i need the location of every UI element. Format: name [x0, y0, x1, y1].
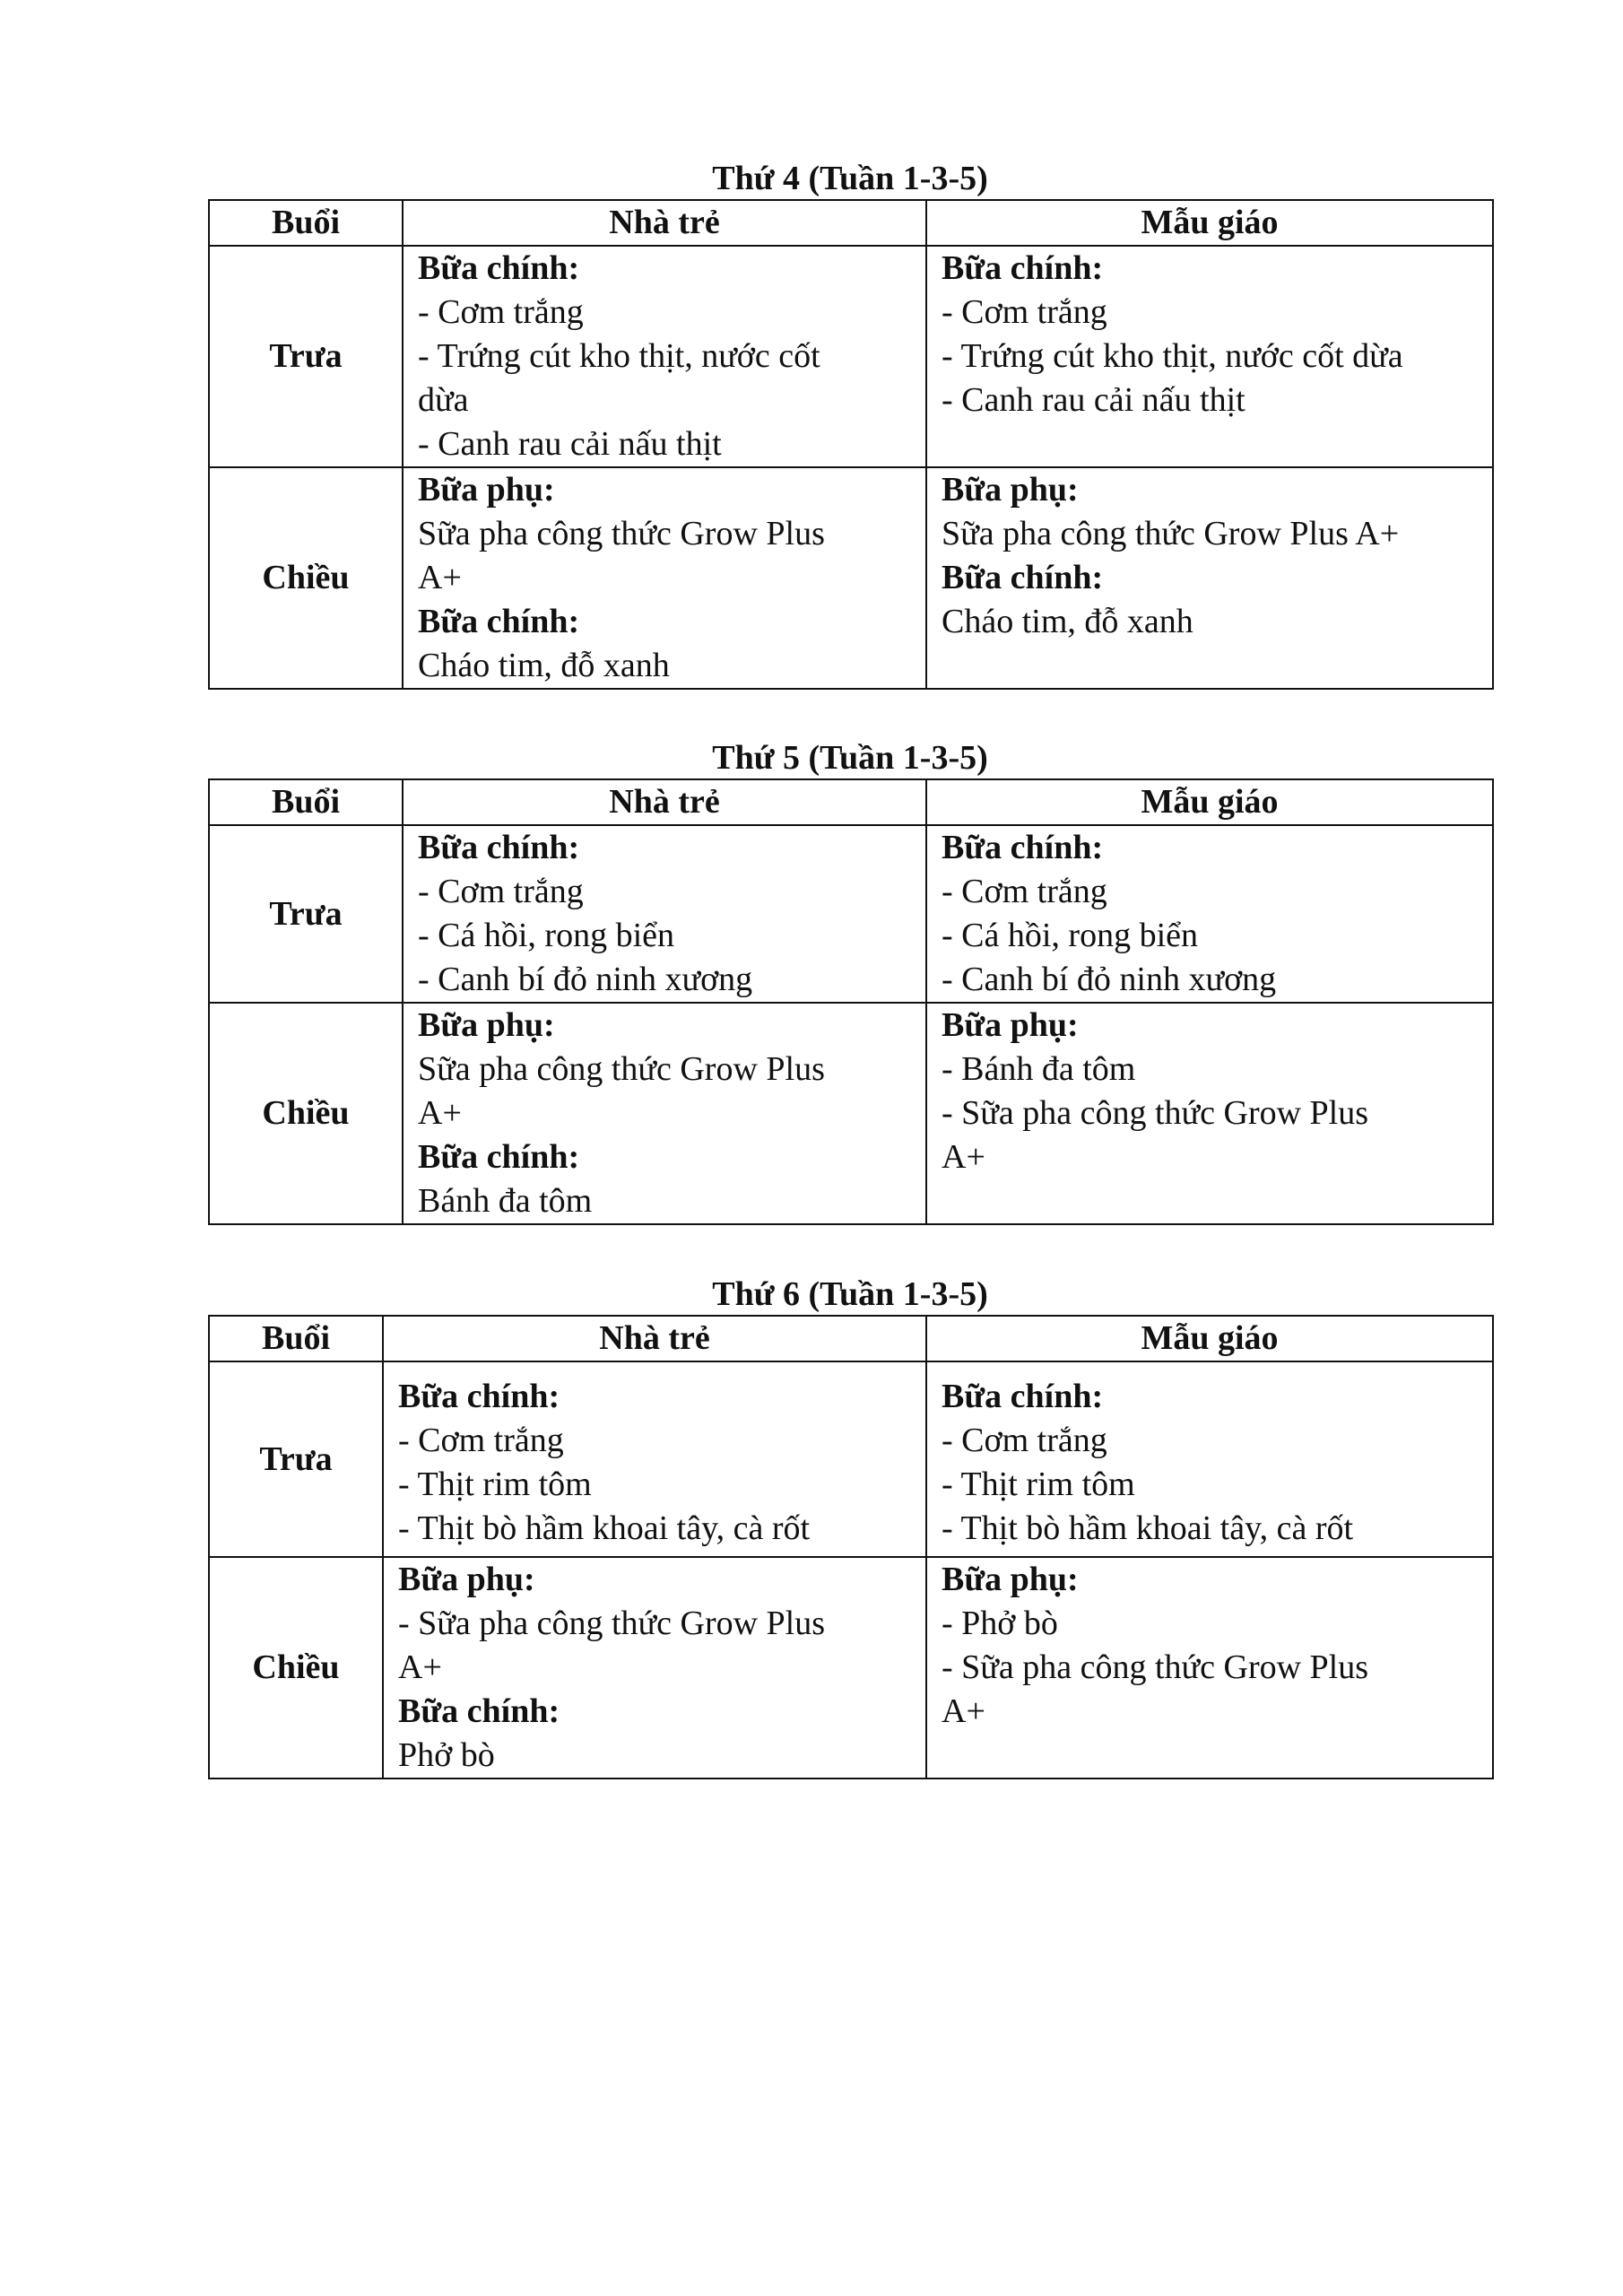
header-mau-giao: Mẫu giáo	[926, 779, 1493, 825]
header-mau-giao: Mẫu giáo	[926, 1316, 1493, 1361]
dish-item: - Thịt rim tôm	[398, 1465, 592, 1503]
table-row-chieu	[209, 1003, 1493, 1224]
dish-item: Bánh đa tôm	[418, 1182, 593, 1220]
dish-item: - Bánh đa tôm	[942, 1050, 1136, 1088]
dish-item: - Sữa pha công thức Grow Plus	[942, 1648, 1369, 1686]
meal-label: Bữa chính:	[418, 249, 580, 287]
meal-label: Bữa chính:	[398, 1692, 560, 1730]
meal-label: Bữa chính:	[418, 603, 580, 640]
table-title: Thứ 5 (Tuần 1-3-5)	[712, 739, 988, 777]
dish-item: - Canh bí đỏ ninh xương	[942, 961, 1277, 998]
meal-label: Bữa chính:	[942, 829, 1104, 866]
dish-item: Sữa pha công thức Grow Plus	[418, 1050, 825, 1088]
menu-block-thu-6	[208, 1274, 1492, 1779]
dish-item: - Thịt bò hầm khoai tây, cà rốt	[942, 1509, 1354, 1547]
mau-giao-cell	[926, 1003, 1493, 1224]
dish-item: A+	[418, 1094, 462, 1132]
table-header-row	[209, 1316, 1493, 1361]
session-label: Trưa	[209, 825, 403, 1003]
mau-giao-cell	[926, 825, 1493, 1003]
mau-giao-cell	[926, 1557, 1493, 1779]
dish-item: Cháo tim, đỗ xanh	[942, 603, 1193, 640]
session-label: Trưa	[209, 246, 403, 467]
session-label: Chiều	[209, 467, 403, 689]
table-row-chieu	[209, 467, 1493, 689]
dish-item: - Trứng cút kho thịt, nước cốt	[418, 337, 820, 375]
session-label: Chiều	[209, 1003, 403, 1224]
table-row-trua	[209, 825, 1493, 1003]
meal-label: Bữa chính:	[398, 1378, 560, 1415]
nha-tre-cell	[403, 1003, 926, 1224]
header-nha-tre: Nhà trẻ	[383, 1316, 926, 1361]
dish-item: - Cá hồi, rong biển	[942, 917, 1199, 954]
dish-item: A+	[942, 1138, 985, 1176]
meal-label: Bữa phụ:	[942, 1006, 1079, 1044]
dish-item: - Cá hồi, rong biển	[418, 917, 675, 954]
menu-table	[208, 1315, 1494, 1779]
dish-item: Sữa pha công thức Grow Plus A+	[942, 515, 1400, 552]
nha-tre-cell	[403, 467, 926, 689]
table-title: Thứ 4 (Tuần 1-3-5)	[712, 160, 988, 197]
meal-label: Bữa chính:	[942, 559, 1104, 596]
dish-item: Phở bò	[398, 1736, 495, 1774]
meal-label: Bữa phụ:	[942, 471, 1079, 509]
mau-giao-cell	[926, 246, 1493, 467]
meal-label: Bữa phụ:	[418, 471, 555, 509]
table-row-trua	[209, 246, 1493, 467]
dish-item: - Canh rau cải nấu thịt	[418, 425, 722, 463]
dish-item: - Cơm trắng	[398, 1422, 564, 1459]
dish-item: Sữa pha công thức Grow Plus	[418, 515, 825, 552]
table-title: Thứ 6 (Tuần 1-3-5)	[712, 1275, 988, 1313]
header-buoi: Buổi	[209, 1316, 383, 1361]
meal-label: Bữa phụ:	[398, 1561, 535, 1598]
dish-item: A+	[398, 1648, 442, 1686]
header-mau-giao: Mẫu giáo	[926, 200, 1493, 246]
dish-item: - Sữa pha công thức Grow Plus	[942, 1094, 1369, 1132]
mau-giao-cell	[926, 1361, 1493, 1557]
dish-item: Cháo tim, đỗ xanh	[418, 647, 670, 684]
header-nha-tre: Nhà trẻ	[403, 779, 926, 825]
menu-block-thu-4	[208, 158, 1492, 690]
meal-label: Bữa phụ:	[418, 1006, 555, 1044]
nha-tre-cell	[383, 1361, 926, 1557]
dish-item: - Sữa pha công thức Grow Plus	[398, 1605, 826, 1642]
dish-item: dừa	[418, 381, 469, 419]
dish-item: - Canh rau cải nấu thịt	[942, 381, 1245, 419]
meal-label: Bữa chính:	[418, 1138, 580, 1176]
mau-giao-cell	[926, 467, 1493, 689]
meal-label: Bữa chính:	[942, 1378, 1104, 1415]
table-row-chieu	[209, 1557, 1493, 1779]
session-label: Trưa	[209, 1361, 383, 1557]
meal-label: Bữa chính:	[418, 829, 580, 866]
menu-block-thu-5	[208, 737, 1492, 1225]
header-nha-tre: Nhà trẻ	[403, 200, 926, 246]
header-buoi: Buổi	[209, 779, 403, 825]
session-label: Chiều	[209, 1557, 383, 1779]
table-header-row	[209, 779, 1493, 825]
dish-item: - Canh bí đỏ ninh xương	[418, 961, 753, 998]
nha-tre-cell	[403, 246, 926, 467]
table-row-trua	[209, 1361, 1493, 1557]
menu-table	[208, 778, 1494, 1225]
meal-label: Bữa chính:	[942, 249, 1104, 287]
nha-tre-cell	[383, 1557, 926, 1779]
dish-item: - Trứng cút kho thịt, nước cốt dừa	[942, 337, 1403, 375]
dish-item: A+	[418, 559, 462, 596]
dish-item: - Cơm trắng	[942, 1422, 1107, 1459]
dish-item: - Phở bò	[942, 1605, 1058, 1642]
dish-item: - Cơm trắng	[942, 873, 1107, 910]
menu-table	[208, 199, 1494, 690]
dish-item: - Thịt bò hầm khoai tây, cà rốt	[398, 1509, 811, 1547]
dish-item: - Thịt rim tôm	[942, 1465, 1135, 1503]
table-header-row	[209, 200, 1493, 246]
dish-item: A+	[942, 1692, 985, 1730]
dish-item: - Cơm trắng	[418, 293, 584, 331]
dish-item: - Cơm trắng	[942, 293, 1107, 331]
nha-tre-cell	[403, 825, 926, 1003]
dish-item: - Cơm trắng	[418, 873, 584, 910]
header-buoi: Buổi	[209, 200, 403, 246]
meal-label: Bữa phụ:	[942, 1561, 1079, 1598]
